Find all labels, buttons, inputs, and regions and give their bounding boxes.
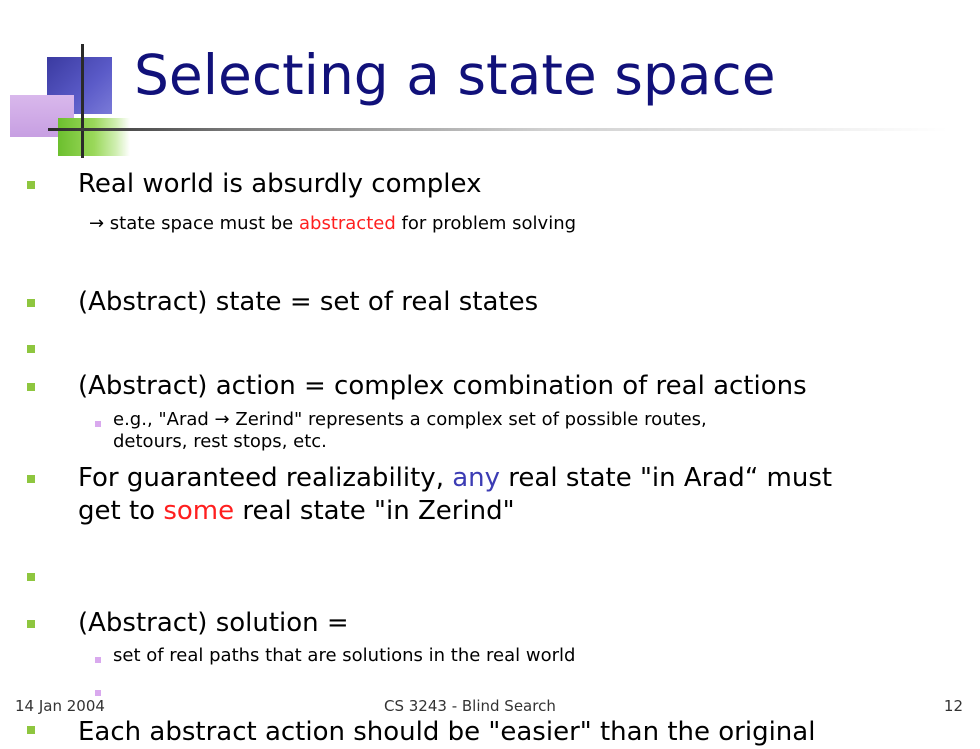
subbullet-arad-zerind-line1: e.g., "Arad → Zerind" represents a complex set of possible routes, (113, 409, 707, 430)
slide-title: Selecting a state space (134, 43, 776, 107)
subbullet-icon (95, 657, 101, 663)
bullet-abstract-solution: (Abstract) solution = (78, 608, 349, 638)
highlight-abstracted: abstracted (298, 213, 396, 234)
bullet-abstract-action: (Abstract) action = complex combination of real actions (78, 371, 807, 401)
subbullet-icon (95, 690, 101, 696)
decor-vertical-line (81, 44, 84, 158)
bullet-realizability-line1: For guaranteed realizability, any real state "in Arad“ must (78, 463, 833, 493)
subbullet-icon (95, 421, 101, 427)
bullet-icon (27, 181, 35, 189)
subbullet-real-paths: set of real paths that are solutions in the real world (113, 645, 576, 666)
bullet-easier-partial: Each abstract action should be "easier" than the original (78, 717, 816, 747)
title-underline (48, 128, 948, 131)
subbullet-arad-zerind-line2: detours, rest stops, etc. (113, 431, 327, 452)
footer-date: 14 Jan 2004 (15, 697, 105, 715)
footer-course: CS 3243 - Blind Search (384, 697, 556, 715)
bullet-abstract-state: (Abstract) state = set of real states (78, 287, 539, 317)
highlight-any: any (452, 463, 501, 493)
bullet-icon (27, 620, 35, 628)
bullet-realizability-line2: get to some real state "in Zerind" (78, 496, 515, 526)
bullet-icon (27, 726, 35, 734)
subbullet-abstracted: → state space must be abstracted for problem solving (89, 213, 577, 234)
bullet-icon (27, 475, 35, 483)
bullet-real-world: Real world is absurdly complex (78, 169, 482, 199)
decor-green-square (58, 118, 130, 156)
bullet-icon (27, 383, 35, 391)
highlight-some: some (163, 496, 235, 526)
bullet-icon-empty (27, 345, 35, 353)
bullet-icon-empty (27, 573, 35, 581)
bullet-icon (27, 299, 35, 307)
footer-page-number: 12 (943, 697, 963, 715)
